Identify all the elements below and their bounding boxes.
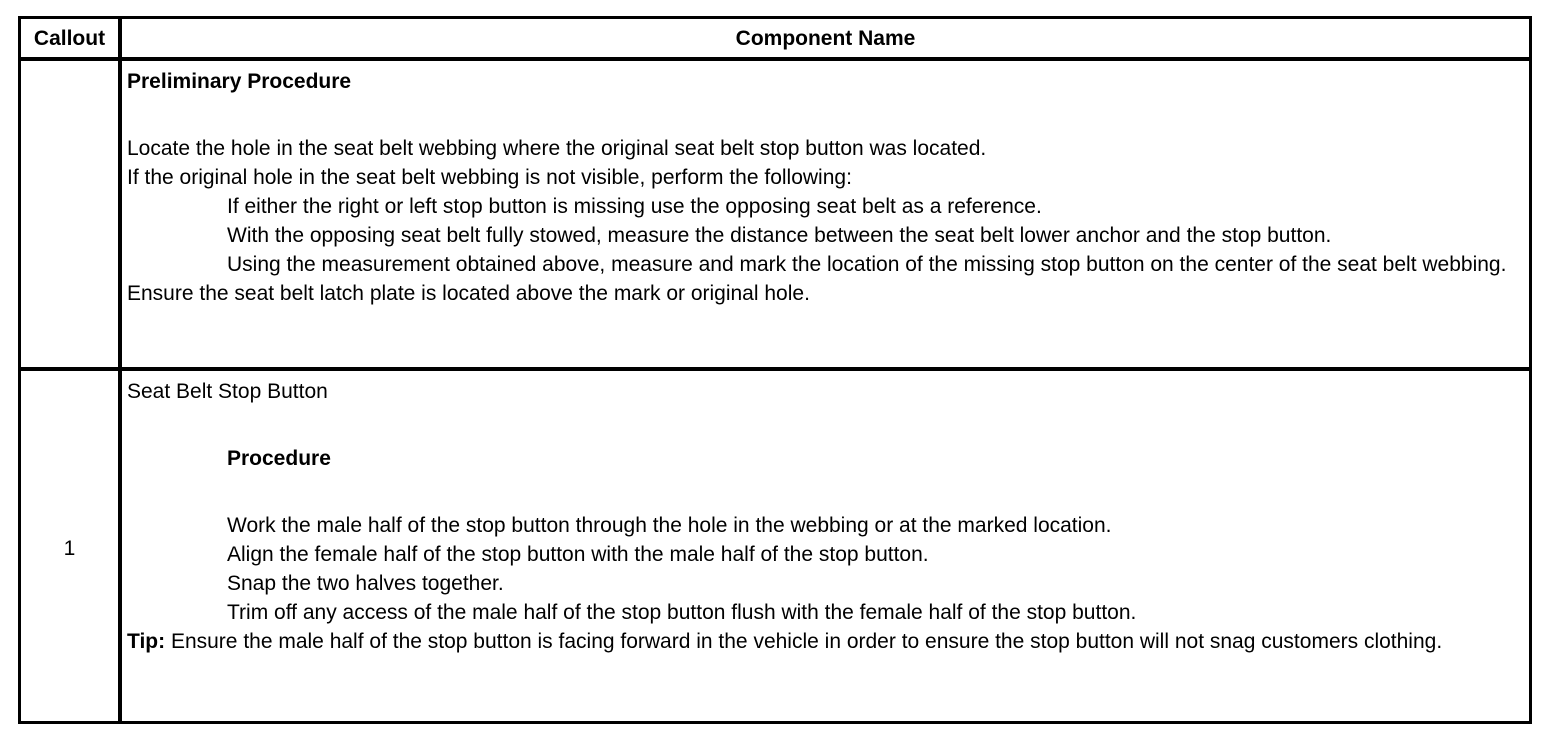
preliminary-procedure-title: Preliminary Procedure [127, 70, 352, 93]
tip-text: Ensure the male half of the stop button is facing forward in the vehicle in order to ensure the stop button will not snag customers clothing. [165, 630, 1443, 653]
tip-note [127, 627, 1522, 656]
tip-label: Tip: [127, 630, 166, 653]
preliminary-line-1: Locate the hole in the seat belt webbing where the original seat belt stop button was located. [127, 137, 987, 160]
procedure-step-2: Align the female half of the stop button with the male half of the stop button. [227, 543, 929, 566]
component-name: Seat Belt Stop Button [127, 380, 328, 403]
procedure-title: Procedure [227, 447, 331, 470]
header-callout: Callout [33, 27, 106, 50]
preliminary-line-2: If the original hole in the seat belt webbing is not visible, perform the following: [127, 166, 852, 189]
header-component-name: Component Name [735, 27, 916, 50]
procedure-step-1: Work the male half of the stop button through the hole in the webbing or at the marked location. [227, 514, 1112, 537]
procedure-step-3: Snap the two halves together. [227, 572, 504, 595]
component-table [18, 16, 1532, 724]
procedure-step-4: Trim off any access of the male half of the stop button flush with the female half of the stop button. [227, 601, 1137, 624]
row-divider [21, 367, 1529, 371]
header-divider [21, 57, 1529, 61]
row-2-callout: 1 [63, 537, 76, 560]
preliminary-final-line: Ensure the seat belt latch plate is located above the mark or original hole. [127, 282, 810, 305]
preliminary-sub-step-2: With the opposing seat belt fully stowed, measure the distance between the seat belt lower anchor and the stop button. [227, 224, 1332, 247]
stop-button-cell [127, 377, 1522, 656]
preliminary-sub-step-3: Using the measurement obtained above, measure and mark the location of the missing stop button on the center of the seat belt webbing. [227, 253, 1507, 276]
preliminary-procedure-cell [127, 67, 1522, 308]
preliminary-sub-step-1: If either the right or left stop button is missing use the opposing seat belt as a reference. [227, 195, 1042, 218]
